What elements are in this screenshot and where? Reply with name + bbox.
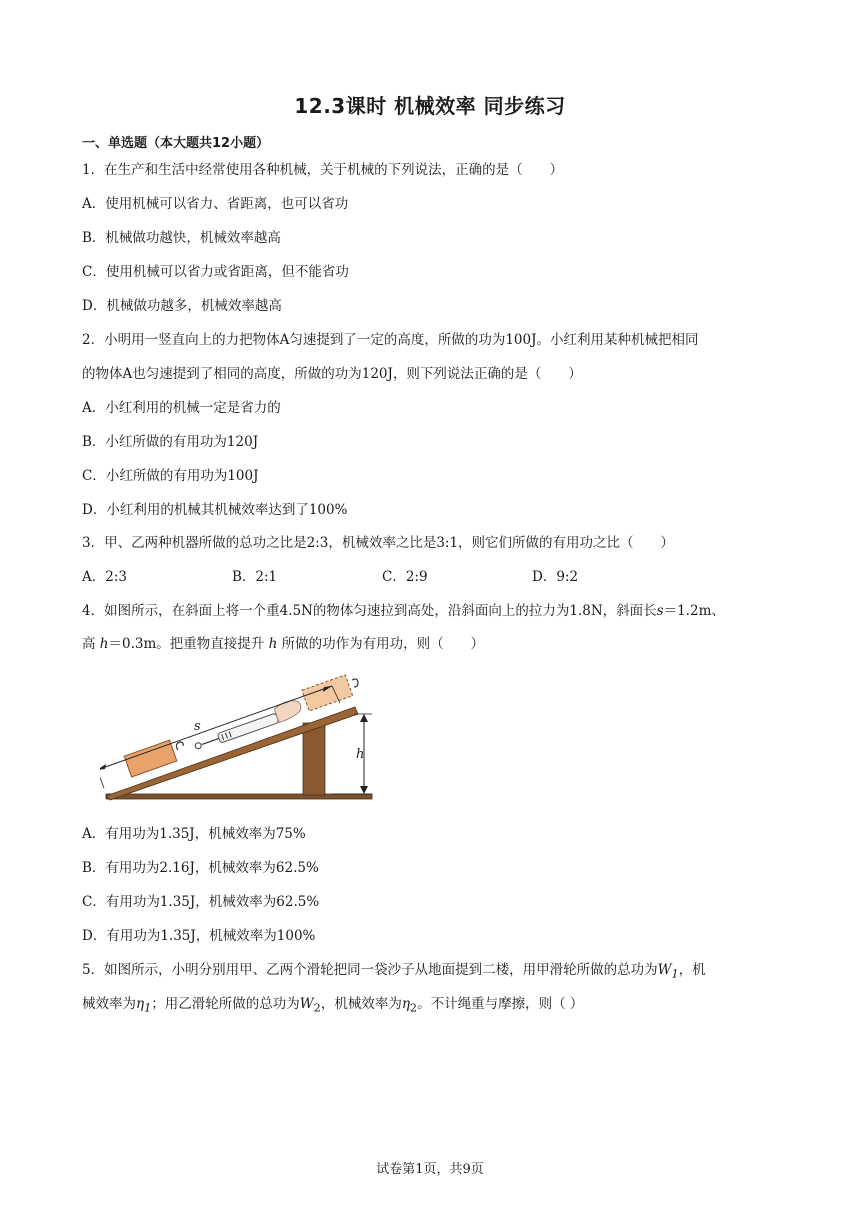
q1-stem: 1．在生产和生活中经常使用各种机械，关于机械的下列说法，正确的是（ ）: [82, 162, 564, 178]
q2-option-b: B．小红所做的有用功为120J: [82, 434, 259, 450]
q1-option-b: B．机械做功越快，机械效率越高: [82, 230, 281, 246]
q1-option-a: A．使用机械可以省力、省距离，也可以省功: [82, 196, 349, 212]
page-title: 12.3课时 机械效率 同步练习: [294, 94, 566, 118]
q3-option-d: D．9:2: [532, 569, 579, 585]
q2-stem-line2: 的物体A也匀速提到了相同的高度，所做的功为120J，则下列说法正确的是（ ）: [82, 366, 582, 382]
q4-option-a: A．有用功为1.35J，机械效率为75%: [82, 826, 306, 842]
q4-option-b: B．有用功为2.16J，机械效率为62.5%: [82, 860, 319, 876]
q2-option-a: A．小红利用的机械一定是省力的: [82, 400, 281, 416]
q4-stem-line1: 4．如图所示，在斜面上将一个重4.5N的物体匀速拉到高处，沿斜面向上的拉力为1.8N，斜面长s＝1.2m、: [82, 603, 725, 619]
q2-option-c: C．小红所做的有用功为100J: [82, 468, 259, 484]
support-post: [303, 723, 325, 795]
q4-option-d: D．有用功为1.35J，机械效率为100%: [82, 928, 316, 944]
q4-stem-line2: 高 h＝0.3m。把重物直接提升 h 所做的功作为有用功，则（ ）: [82, 636, 485, 652]
q5-stem-line1: 5．如图所示，小明分别用甲、乙两个滑轮把同一袋沙子从地面提到二楼，用甲滑轮所做的总功为$W_1$，机: [82, 962, 706, 981]
page-footer: 试卷第1页，共9页: [376, 1162, 484, 1177]
q4-option-c: C．有用功为1.35J，机械效率为62.5%: [82, 894, 320, 910]
q3-option-c: C．2:9: [382, 569, 428, 585]
base-board: [106, 794, 372, 799]
q2-option-d: D．小红利用的机械其机械效率达到了100%: [82, 502, 348, 518]
q3-stem: 3．甲、乙两种机器所做的总功之比是2:3，机械效率之比是3:1，则它们所做的有用功之比（ ）: [82, 535, 675, 551]
inclined-plane-figure: [100, 670, 390, 814]
block-top-dashed: [302, 675, 353, 711]
section-heading: 一、单选题（本大题共12小题）: [82, 136, 270, 151]
q3-option-a: A．2:3: [82, 569, 127, 585]
q2-stem-line1: 2．小明用一竖直向上的力把物体A匀速提到了一定的高度，所做的功为100J。小红利用某种机械把相同: [82, 332, 699, 348]
q3-option-b: B．2:1: [232, 569, 278, 585]
q1-option-d: D．机械做功越多，机械效率越高: [82, 298, 282, 314]
h-label: h: [356, 747, 365, 762]
q1-option-c: C．使用机械可以省力或省距离，但不能省功: [82, 264, 349, 280]
q5-stem-line2: 械效率为$\eta_1$；用乙滑轮所做的总功为$W_2$，机械效率为$\eta_2$。不计绳重与摩擦，则（ ）: [82, 996, 584, 1015]
block-bottom: [124, 740, 177, 777]
s-label: s: [194, 719, 201, 734]
